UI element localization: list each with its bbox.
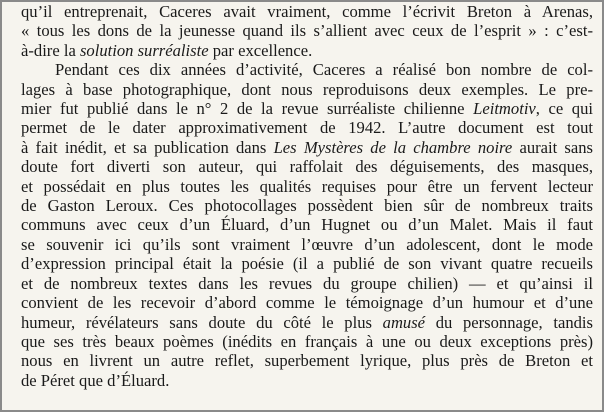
- text-line: mier fut publié dans le n° 2 de la revue surréaliste chilienne Leitmotiv, ce qui: [21, 99, 593, 119]
- text-line: communs avec ceux d’un Éluard, d’un Hugnet ou d’un Malet. Mais il faut: [21, 215, 593, 235]
- text-line: d’expression principal était la poésie (il a publié de son vivant quatre recueils: [21, 254, 593, 274]
- text-line: permet de le dater approximativement de 1942. L’autre document est tout: [21, 118, 593, 138]
- body-text: [21, 2, 593, 390]
- text-line: et possédait en plus toutes les qualités requises pour être un fervent lecteur: [21, 176, 593, 196]
- text-line: nous en livrent un autre reflet, superbement lyrique, plus près de Breton et: [21, 351, 593, 371]
- emphasis: amusé: [382, 312, 426, 332]
- emphasis: Les Mystères de la chambre noire: [273, 137, 513, 157]
- text-line: de Péret que d’Éluard.: [21, 370, 170, 390]
- text-line: doute fort diverti son auteur, qui raffolait des déguisements, des masques,: [21, 157, 593, 177]
- text-line: « tous les dons de la jeunesse quand ils s’allient avec ceux de l’esprit » : c’est-: [21, 21, 593, 41]
- text-line: qu’il entreprenait, Caceres avait vraiment, comme l’écrivit Breton à Arenas,: [21, 2, 593, 21]
- emphasis: solution surréaliste: [79, 40, 209, 60]
- text-line: de Gaston Leroux. Ces photocollages possèdent bien sûr de nombreux traits: [21, 196, 593, 216]
- text-line: à fait inédit, et sa publication dans Les Mystères de la chambre noire aurait sans: [21, 137, 593, 157]
- text-line: que ses très beaux poèmes (inédits en français à une ou deux exceptions près): [21, 331, 593, 351]
- text-line: humeur, révélateurs sans doute du côté le plus amusé du personnage, tandis: [21, 312, 593, 332]
- text-line: Pendant ces dix années d’activité, Caceres a réalisé bon nombre de col-: [55, 60, 593, 80]
- text-line: se souvenir ici qu’ils sont vraiment l’œuvre d’un adolescent, dont le mode: [21, 234, 593, 254]
- text-line: convient de les recevoir d’abord comme le témoignage d’un humour et d’une: [21, 293, 593, 313]
- text-line: et de nombreux textes dans les revues du groupe chilien) — et qu’ainsi il: [21, 273, 593, 293]
- text-line: à-dire la solution surréaliste par excellence.: [21, 40, 313, 60]
- emphasis: Leitmotiv: [473, 99, 536, 119]
- text-line: lages à base photographique, dont nous reproduisons deux exemples. Le pre-: [21, 79, 593, 99]
